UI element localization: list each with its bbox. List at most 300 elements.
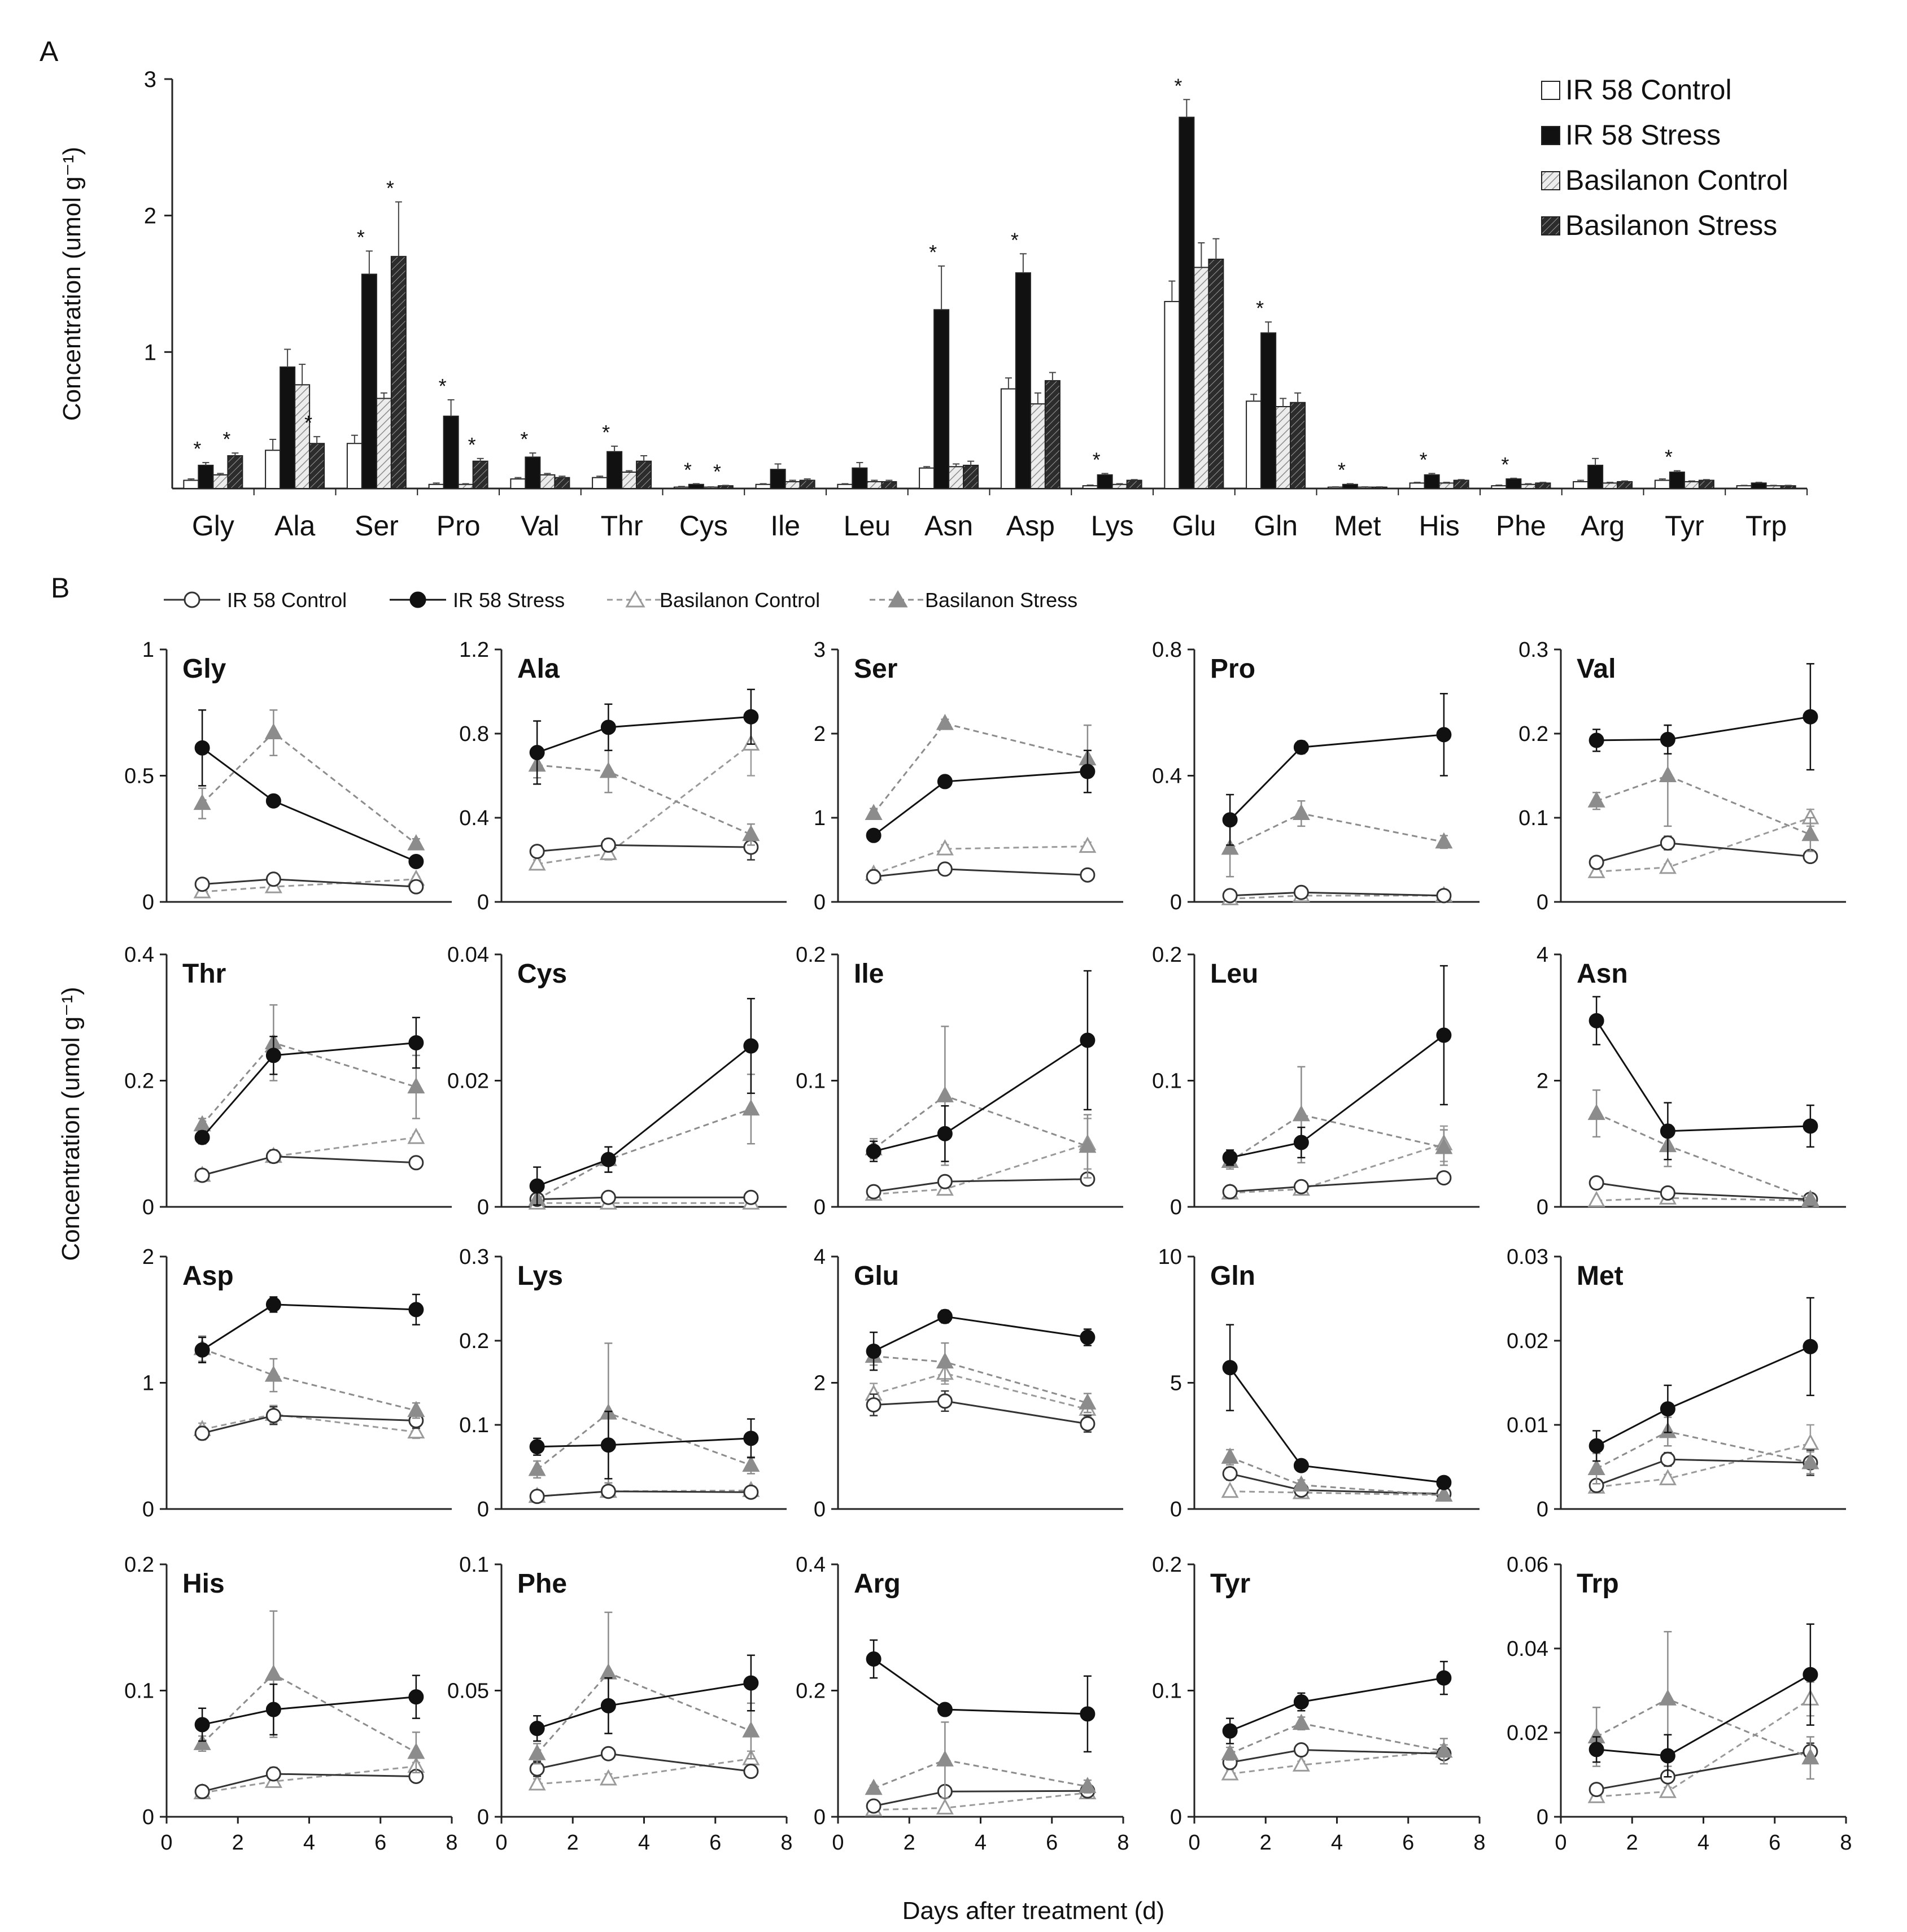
point-ir-58-stress <box>409 1690 423 1704</box>
bar-basilanon-control-glu <box>1194 268 1208 489</box>
panel-title-pro: Pro <box>1210 654 1256 684</box>
bar-ir-58-stress-ala <box>280 367 295 489</box>
series-line-ir-58-stress <box>537 717 751 752</box>
panel-gln <box>1158 1245 1480 1521</box>
panel-title-thr: Thr <box>182 959 226 989</box>
bar-ir-58-stress-met <box>1343 485 1358 489</box>
y-tick-label: 1 <box>143 340 156 365</box>
point-basilanon-stress <box>266 1666 281 1680</box>
y-tick-label: 0.1 <box>1152 1069 1182 1093</box>
series-line-ir-58-control <box>874 1179 1088 1192</box>
y-tick-label: 1 <box>813 806 826 830</box>
series-line-basilanon-stress <box>874 1096 1088 1149</box>
bar-ir-58-control-gly <box>184 481 198 489</box>
significance-star: * <box>1010 228 1019 252</box>
point-ir-58-stress <box>409 854 423 868</box>
series-line-basilanon-stress <box>1596 1114 1810 1200</box>
bar-ir-58-stress-asn <box>934 309 949 489</box>
significance-star: * <box>468 433 476 456</box>
panel-met <box>1507 1245 1846 1521</box>
bar-ir-58-control-tyr <box>1655 481 1670 489</box>
point-ir-58-control <box>267 873 280 886</box>
point-basilanon-stress <box>1294 1107 1308 1120</box>
significance-star: * <box>1256 296 1264 320</box>
point-ir-58-stress <box>195 741 209 755</box>
bar-ir-58-stress-thr <box>607 452 622 489</box>
y-tick-label: 0.2 <box>796 943 826 967</box>
point-ir-58-stress <box>1223 1724 1237 1738</box>
series-line-ir-58-control <box>202 1774 416 1791</box>
y-tick-label: 0.4 <box>124 943 154 967</box>
point-ir-58-control <box>1590 1783 1603 1796</box>
point-ir-58-stress <box>1294 740 1308 754</box>
point-ir-58-stress <box>1804 1668 1817 1681</box>
point-ir-58-stress <box>1223 1151 1237 1165</box>
bar-ir-58-control-arg <box>1573 482 1588 489</box>
point-ir-58-control <box>1081 868 1094 882</box>
significance-star: * <box>520 428 529 451</box>
point-ir-58-control <box>1437 1171 1451 1185</box>
series-line-basilanon-control <box>202 1137 416 1175</box>
point-ir-58-stress <box>867 828 880 842</box>
series-line-basilanon-stress <box>1596 1699 1810 1757</box>
y-tick-label: 0 <box>1536 1498 1548 1521</box>
point-ir-58-stress <box>744 1676 758 1690</box>
y-tick-label: 0.2 <box>124 1069 154 1093</box>
point-ir-58-control <box>267 1767 280 1781</box>
y-tick-label: 0.1 <box>459 1553 489 1577</box>
panel-title-val: Val <box>1577 654 1616 684</box>
panel-arg <box>796 1553 1129 1855</box>
y-tick-label: 0.2 <box>1518 722 1548 746</box>
point-basilanon-stress <box>409 1745 424 1758</box>
point-ir-58-stress <box>1661 732 1674 746</box>
bar-basilanon-stress-gln <box>1290 403 1305 489</box>
bar-ir-58-control-his <box>1410 483 1425 489</box>
x-tick-label: 4 <box>1697 1831 1710 1855</box>
bar-basilanon-control-ala <box>295 385 309 489</box>
point-ir-58-stress <box>1081 1033 1094 1047</box>
series-line-ir-58-control <box>1596 1459 1810 1485</box>
bar-basilanon-control-asp <box>1031 404 1045 489</box>
point-basilanon-control <box>937 1800 952 1813</box>
series-line-basilanon-control <box>1596 1443 1810 1487</box>
series-line-ir-58-control <box>537 1197 751 1199</box>
y-tick-label: 0 <box>477 1196 489 1219</box>
significance-star: * <box>713 460 721 483</box>
y-tick-label: 0 <box>142 891 154 914</box>
bar-basilanon-stress-asp <box>1045 381 1060 489</box>
point-basilanon-control <box>409 1129 424 1143</box>
y-tick-label: 2 <box>143 203 156 229</box>
point-ir-58-stress <box>744 1432 758 1445</box>
bar-ir-58-control-gln <box>1246 401 1261 489</box>
significance-star: * <box>304 411 313 435</box>
y-tick-label: 0 <box>1169 1498 1182 1521</box>
legend-b-label-basilanon-control: Basilanon Control <box>660 588 821 612</box>
series-line-ir-58-stress <box>537 1683 751 1728</box>
y-tick-label: 0 <box>142 1498 154 1521</box>
point-ir-58-stress <box>1437 1671 1451 1685</box>
bar-ir-58-control-asn <box>919 468 934 489</box>
series-line-ir-58-control <box>537 1491 751 1497</box>
series-line-basilanon-stress <box>202 1349 416 1411</box>
series-line-ir-58-stress <box>202 1043 416 1137</box>
series-line-ir-58-stress <box>1596 717 1810 740</box>
series-line-basilanon-stress <box>1230 1457 1444 1495</box>
y-tick-label: 0.2 <box>124 1553 154 1577</box>
y-tick-label: 0.02 <box>1507 1329 1548 1353</box>
panel-title-cys: Cys <box>517 959 568 989</box>
point-ir-58-stress <box>530 746 544 760</box>
y-tick-label: 0 <box>813 1498 826 1521</box>
y-tick-label: 2 <box>813 1371 826 1395</box>
y-tick-label: 0.04 <box>447 943 489 967</box>
bar-ir-58-stress-pro <box>444 416 459 489</box>
point-ir-58-control <box>1437 889 1451 902</box>
x-tick-label: 0 <box>1555 1831 1567 1855</box>
panel-cys <box>447 943 787 1219</box>
point-ir-58-control <box>601 1190 615 1204</box>
point-ir-58-stress <box>1590 734 1603 747</box>
point-ir-58-control <box>195 1168 209 1182</box>
category-label-met: Met <box>1334 510 1381 542</box>
legend-swatch-ir-58-control <box>1542 81 1560 99</box>
y-tick-label: 0 <box>477 891 489 914</box>
category-label-tyr: Tyr <box>1665 510 1704 542</box>
point-ir-58-stress <box>530 1179 544 1193</box>
y-tick-label: 0 <box>1169 1805 1182 1829</box>
point-ir-58-control <box>867 1799 880 1813</box>
y-tick-label: 0.5 <box>124 764 154 788</box>
category-label-cys: Cys <box>679 510 728 542</box>
x-tick-label: 0 <box>160 1831 173 1855</box>
y-tick-label: 0.03 <box>1507 1245 1548 1269</box>
legend-swatch-basilanon-stress <box>1542 217 1560 235</box>
point-ir-58-control <box>744 1190 758 1204</box>
panel-pro <box>1152 638 1480 914</box>
point-ir-58-stress <box>530 1722 544 1735</box>
y-tick-label: 0.3 <box>459 1245 489 1269</box>
point-ir-58-stress <box>601 1153 615 1166</box>
y-tick-label: 0 <box>142 1196 154 1219</box>
point-basilanon-control <box>937 841 952 854</box>
series-line-ir-58-stress <box>1596 1020 1810 1131</box>
significance-star: * <box>1337 458 1346 482</box>
y-tick-label: 0.1 <box>124 1679 154 1703</box>
point-ir-58-control <box>1294 1743 1308 1757</box>
point-ir-58-stress <box>1661 1749 1674 1763</box>
series-line-basilanon-stress <box>1230 1724 1444 1754</box>
y-tick-label: 3 <box>813 638 826 662</box>
point-ir-58-stress <box>1590 1014 1603 1027</box>
point-basilanon-stress <box>866 806 881 819</box>
legend-b-item-ir58-control <box>164 588 347 612</box>
panel-trp <box>1507 1553 1852 1855</box>
point-basilanon-stress <box>1589 1106 1604 1119</box>
panel-title-phe: Phe <box>517 1569 568 1599</box>
point-basilanon-stress <box>601 1665 616 1678</box>
bar-ir-58-control-ala <box>265 450 280 489</box>
point-ir-58-stress <box>195 1131 209 1144</box>
series-line-ir-58-control <box>1230 1750 1444 1763</box>
panel-ser <box>814 638 1123 914</box>
panel-title-asn: Asn <box>1577 959 1628 989</box>
bar-basilanon-control-arg <box>1603 483 1617 489</box>
point-basilanon-stress <box>530 1746 544 1759</box>
point-ir-58-control <box>938 1394 952 1408</box>
point-ir-58-control <box>1294 1180 1308 1193</box>
point-ir-58-control <box>530 845 544 858</box>
point-ir-58-control <box>530 1490 544 1503</box>
x-tick-label: 6 <box>1769 1831 1781 1855</box>
bar-ir-58-control-ile <box>756 485 771 489</box>
x-tick-label: 4 <box>303 1831 316 1855</box>
bar-basilanon-stress-trp <box>1781 486 1796 489</box>
y-tick-label: 0.1 <box>1518 806 1548 830</box>
point-basilanon-control <box>1803 1436 1818 1449</box>
point-ir-58-stress <box>1437 728 1451 742</box>
bar-ir-58-stress-arg <box>1588 465 1603 489</box>
panel-his <box>124 1553 457 1855</box>
bar-basilanon-control-trp <box>1766 486 1781 489</box>
bar-basilanon-stress-asn <box>963 465 978 489</box>
point-ir-58-control <box>744 1485 758 1499</box>
category-label-asn: Asn <box>924 510 974 542</box>
panel-title-glu: Glu <box>854 1261 899 1291</box>
y-tick-label: 10 <box>1158 1245 1182 1269</box>
x-tick-label: 8 <box>1840 1831 1852 1855</box>
bar-ir-58-stress-gln <box>1261 333 1276 489</box>
point-ir-58-control <box>195 1427 209 1440</box>
category-label-gly: Gly <box>191 510 234 542</box>
series-line-basilanon-stress <box>537 1673 751 1754</box>
bar-ir-58-stress-leu <box>852 468 867 489</box>
point-basilanon-stress <box>1660 768 1675 782</box>
significance-star: * <box>193 437 202 461</box>
significance-star: * <box>1664 445 1673 469</box>
point-ir-58-control <box>1294 886 1308 899</box>
bar-basilanon-stress-val <box>555 478 569 489</box>
x-tick-label: 4 <box>1330 1831 1343 1855</box>
y-tick-label: 0 <box>813 891 826 914</box>
x-tick-label: 8 <box>1117 1831 1129 1855</box>
x-tick-label: 6 <box>374 1831 387 1855</box>
panel-title-ala: Ala <box>517 654 560 684</box>
significance-star: * <box>1501 452 1509 476</box>
panel-title-asp: Asp <box>182 1261 234 1291</box>
line-chart-grid-b <box>124 638 1852 1855</box>
bar-ir-58-stress-ser <box>362 274 377 489</box>
point-basilanon-stress <box>937 1354 952 1368</box>
point-ir-58-stress <box>267 1049 280 1062</box>
point-ir-58-stress <box>195 1343 209 1357</box>
bar-ir-58-control-leu <box>837 485 852 489</box>
x-tick-label: 2 <box>232 1831 244 1855</box>
y-tick-label: 4 <box>1536 943 1548 967</box>
point-ir-58-stress <box>867 1145 880 1158</box>
panel-title-lys: Lys <box>517 1261 563 1291</box>
series-line-ir-58-stress <box>1230 1035 1444 1158</box>
x-tick-label: 4 <box>638 1831 651 1855</box>
y-tick-label: 0.8 <box>459 722 489 746</box>
y-tick-label: 3 <box>143 67 156 92</box>
y-tick-label: 0.02 <box>447 1069 489 1093</box>
series-line-basilanon-stress <box>1230 814 1444 848</box>
series-line-basilanon-control <box>1230 896 1444 899</box>
panel-title-trp: Trp <box>1577 1569 1619 1599</box>
series-line-ir-58-stress <box>1230 735 1444 820</box>
x-tick-label: 8 <box>1473 1831 1486 1855</box>
significance-star: * <box>438 374 447 398</box>
x-tick-label: 8 <box>780 1831 793 1855</box>
chart-b-x-axis-label: Days after treatment (d) <box>902 1897 1165 1925</box>
y-tick-label: 4 <box>813 1245 826 1269</box>
bar-ir-58-control-pro <box>429 485 444 489</box>
category-label-arg: Arg <box>1581 510 1625 542</box>
point-basilanon-stress <box>744 1723 758 1737</box>
point-basilanon-stress <box>1660 1691 1675 1704</box>
category-label-thr: Thr <box>600 510 643 542</box>
y-tick-label: 0.8 <box>1152 638 1182 662</box>
point-basilanon-stress <box>1294 806 1308 819</box>
significance-star: * <box>222 428 231 451</box>
point-ir-58-stress <box>409 1303 423 1316</box>
legend-b-label-ir58-stress: IR 58 Stress <box>453 588 565 612</box>
significance-star: * <box>683 458 692 482</box>
point-ir-58-control <box>601 838 615 852</box>
bar-basilanon-stress-arg <box>1617 482 1632 489</box>
legend-label-basilanon-control: Basilanon Control <box>1565 164 1788 196</box>
series-line-basilanon-control <box>202 1767 416 1793</box>
point-basilanon-stress <box>744 1458 758 1471</box>
x-tick-label: 8 <box>446 1831 458 1855</box>
y-tick-label: 0.05 <box>447 1679 489 1703</box>
category-label-ala: Ala <box>274 510 316 542</box>
point-basilanon-control <box>601 1771 616 1785</box>
bar-basilanon-stress-glu <box>1208 259 1223 489</box>
point-basilanon-control <box>1660 1783 1675 1797</box>
category-label-ile: Ile <box>770 510 801 542</box>
y-tick-label: 1.2 <box>459 638 489 662</box>
point-ir-58-control <box>267 1150 280 1163</box>
point-ir-58-stress <box>267 1703 280 1716</box>
point-basilanon-stress <box>1589 1460 1604 1474</box>
bar-basilanon-control-lys <box>1112 485 1127 489</box>
legend-swatch-basilanon-control <box>1542 172 1560 190</box>
legend-label-ir-58-stress: IR 58 Stress <box>1565 119 1721 151</box>
bar-ir-58-stress-lys <box>1098 475 1112 489</box>
category-label-phe: Phe <box>1495 510 1546 542</box>
point-basilanon-stress <box>1294 1716 1308 1729</box>
y-tick-label: 0 <box>142 1805 154 1829</box>
y-tick-label: 0 <box>1536 891 1548 914</box>
bar-ir-58-stress-ile <box>771 469 786 489</box>
series-line-ir-58-stress <box>874 1316 1088 1351</box>
panel-title-gln: Gln <box>1210 1261 1255 1291</box>
category-label-asp: Asp <box>1006 510 1055 542</box>
y-tick-label: 0 <box>813 1805 826 1829</box>
bar-ir-58-control-glu <box>1164 302 1179 489</box>
point-basilanon-stress <box>1803 827 1818 840</box>
series-line-basilanon-stress <box>537 1109 751 1200</box>
point-basilanon-stress <box>409 1403 424 1416</box>
significance-star: * <box>356 225 365 249</box>
category-label-his: His <box>1419 510 1460 542</box>
bar-basilanon-stress-tyr <box>1699 481 1714 489</box>
significance-star: * <box>386 176 394 200</box>
point-basilanon-stress <box>409 836 424 849</box>
series-line-basilanon-stress <box>874 723 1088 813</box>
point-ir-58-control <box>409 1156 423 1170</box>
y-tick-label: 0.3 <box>1518 638 1548 662</box>
point-ir-58-stress <box>1437 1476 1451 1489</box>
y-tick-label: 0.06 <box>1507 1553 1548 1577</box>
bar-ir-58-stress-gly <box>198 465 213 489</box>
series-line-ir-58-stress <box>202 1697 416 1725</box>
series-line-ir-58-stress <box>874 771 1088 835</box>
series-line-basilanon-stress <box>537 1413 751 1469</box>
bar-basilanon-stress-ala <box>309 443 324 489</box>
point-basilanon-stress <box>866 1781 881 1794</box>
point-ir-58-stress <box>1081 1707 1094 1721</box>
series-line-basilanon-stress <box>202 1043 416 1124</box>
point-ir-58-stress <box>744 710 758 723</box>
panel-label-a: A <box>40 36 59 67</box>
series-line-basilanon-stress <box>202 1674 416 1752</box>
point-ir-58-stress <box>267 794 280 808</box>
y-tick-label: 0.2 <box>1152 1553 1182 1577</box>
point-basilanon-stress <box>195 796 210 809</box>
point-ir-58-control <box>938 1175 952 1188</box>
bar-ir-58-stress-trp <box>1752 483 1766 489</box>
point-ir-58-stress <box>1437 1028 1451 1042</box>
x-tick-label: 0 <box>495 1831 508 1855</box>
panel-thr <box>124 943 452 1219</box>
series-line-basilanon-stress <box>537 765 751 835</box>
x-tick-label: 0 <box>832 1831 844 1855</box>
point-basilanon-control <box>1223 1484 1237 1497</box>
y-tick-label: 0.4 <box>796 1553 826 1577</box>
panel-tyr <box>1152 1553 1485 1855</box>
panel-title-met: Met <box>1577 1261 1624 1291</box>
chart-b-y-axis-label: Concentration (umol g⁻¹) <box>57 987 85 1261</box>
point-ir-58-stress <box>867 1345 880 1358</box>
bar-basilanon-control-ser <box>377 399 391 489</box>
x-tick-label: 2 <box>566 1831 579 1855</box>
series-line-ir-58-stress <box>874 1659 1088 1714</box>
panel-title-leu: Leu <box>1210 959 1259 989</box>
panel-label-b: B <box>51 572 70 604</box>
panel-title-gly: Gly <box>182 654 226 684</box>
point-basilanon-stress <box>195 1117 210 1131</box>
significance-star: * <box>602 421 610 444</box>
series-line-basilanon-stress <box>874 1760 1088 1788</box>
series-line-ir-58-control <box>1596 843 1810 862</box>
x-tick-label: 0 <box>1188 1831 1201 1855</box>
panel-title-tyr: Tyr <box>1210 1569 1251 1599</box>
bar-basilanon-stress-phe <box>1535 483 1550 489</box>
point-ir-58-stress <box>1804 710 1817 723</box>
x-tick-label: 6 <box>1402 1831 1415 1855</box>
series-line-basilanon-stress <box>202 733 416 844</box>
bar-basilanon-control-ile <box>786 482 800 489</box>
legend-b-label-ir58-control: IR 58 Control <box>227 588 347 612</box>
y-tick-label: 0.4 <box>459 806 489 830</box>
point-ir-58-control <box>409 880 423 893</box>
point-ir-58-stress <box>938 1127 952 1140</box>
bar-basilanon-control-phe <box>1521 485 1535 489</box>
